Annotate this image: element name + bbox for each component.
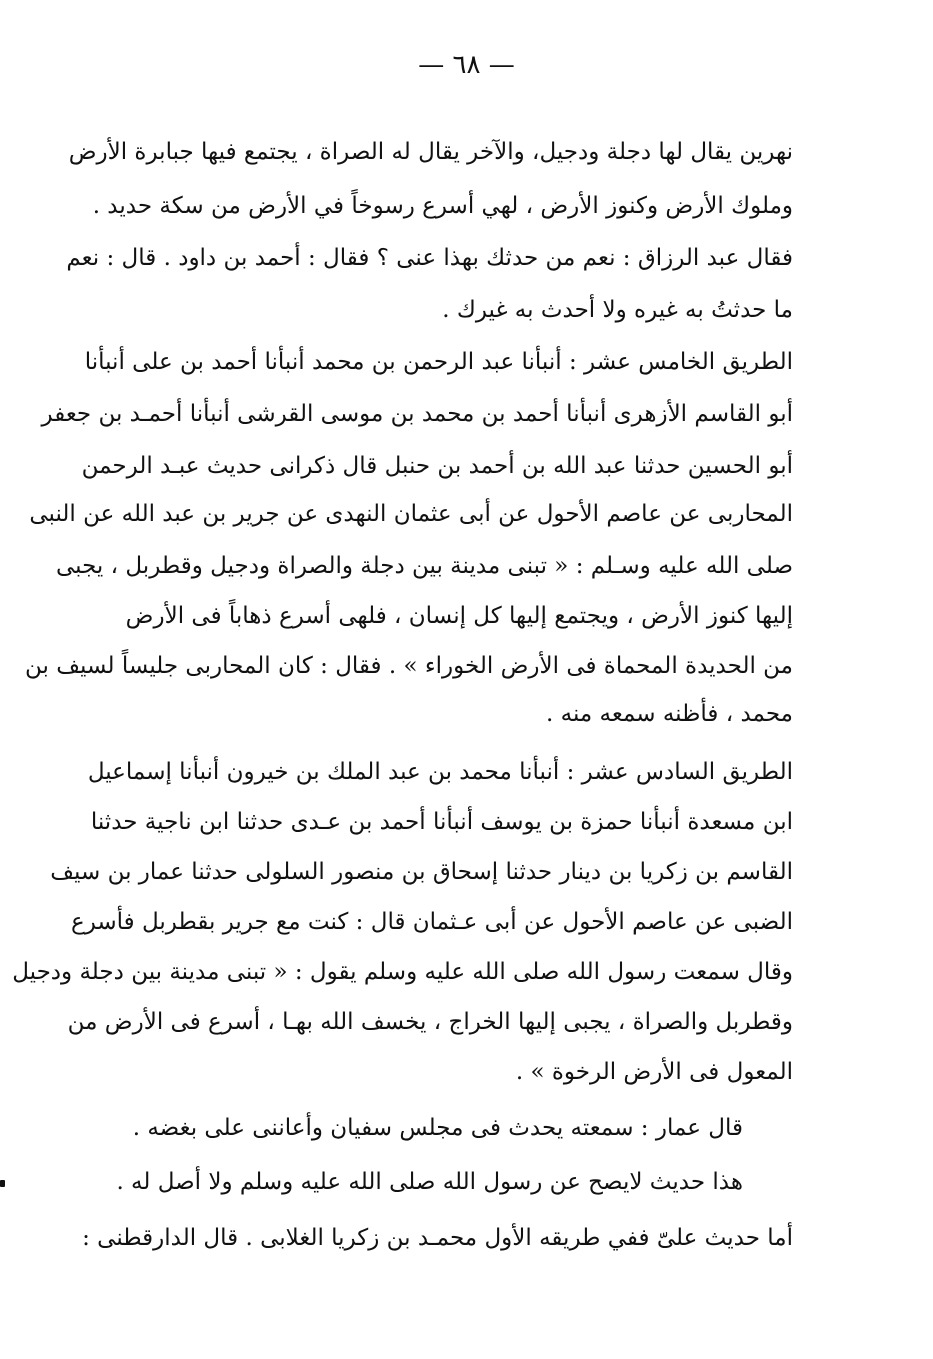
text-line: صلى الله عليه وسـلم : « تبنى مدينة بين دجلة والصراة ودجيل وقطربل ، يجبى <box>55 553 793 579</box>
text-line: من الحديدة المحماة فى الأرض الخوراء » . فقال : كان المحاربى جليساً لسيف بن <box>25 653 793 679</box>
text-line: نهرين يقال لها دجلة ودجيل، والآخر يقال له الصراة ، يجتمع فيها جبابرة الأرض <box>68 139 793 165</box>
text-line: محمد ، فأظنه سمعه منه . <box>546 701 793 727</box>
text-line: وقطربل والصراة ، يجبى إليها الخراج ، يخسف الله بهـا ، أسرع فى الأرض من <box>67 1009 793 1035</box>
text-line: المعول فى الأرض الرخوة » . <box>515 1059 793 1085</box>
margin-mark <box>0 1180 5 1187</box>
page-number: — ٦٨ — <box>418 50 515 80</box>
text-line: إليها كنوز الأرض ، ويجتمع إليها كل إنسان ، فلهى أسرع ذهاباً فى الأرض <box>125 603 793 629</box>
text-line: أبو الحسين حدثنا عبد الله بن أحمد بن حنبل قال ذكرانى حديث عبـد الرحمن <box>81 453 793 479</box>
text-line: ما حدثتُ به غيره ولا أحدث به غيرك . <box>442 297 793 323</box>
text-line: الطريق السادس عشر : أنبأنا محمد بن عبد الملك بن خيرون أنبأنا إسماعيل <box>87 759 793 785</box>
text-line: القاسم بن زكريا بن دينار حدثنا إسحاق بن منصور السلولى حدثنا عمار بن سيف <box>50 859 793 885</box>
text-line: أما حديث علىّ ففي طريقه الأول محمـد بن زكريا الغلابى . قال الدارقطنى : <box>82 1225 793 1251</box>
text-line: قال عمار : سمعته يحدث فى مجلس سفيان وأعاننى على بغضه . <box>132 1115 743 1141</box>
text-line: أبو القاسم الأزهرى أنبأنا أحمد بن محمد بن موسى القرشى أنبأنا أحمـد بن جعفر <box>41 401 793 427</box>
text-line: ابن مسعدة أنبأنا حمزة بن يوسف أنبأنا أحمد بن عـدى حدثنا ابن ناجية حدثنا <box>90 809 793 835</box>
text-line: وملوك الأرض وكنوز الأرض ، لهي أسرع رسوخاً في الأرض من سكة حديد . <box>92 193 793 219</box>
text-line: فقال عبد الرزاق : نعم من حدثك بهذا عنى ؟ فقال : أحمد بن داود . قال : نعم <box>66 245 793 271</box>
text-line: المحاربى عن عاصم الأحول عن أبى عثمان النهدى عن جرير بن عبد الله عن النبى <box>29 501 793 527</box>
text-line: وقال سمعت رسول الله صلى الله عليه وسلم يقول : « تبنى مدينة بين دجلة ودجيل <box>12 959 793 985</box>
text-line: الضبى عن عاصم الأحول عن أبى عـثمان قال : كنت مع جرير بقطربل فأسرع <box>70 909 793 935</box>
text-line: الطريق الخامس عشر : أنبأنا عبد الرحمن بن محمد أنبأنا أحمد بن على أنبأنا <box>84 349 793 375</box>
text-line: هذا حديث لايصح عن رسول الله صلى الله عليه وسلم ولا أصل له . <box>116 1169 743 1195</box>
